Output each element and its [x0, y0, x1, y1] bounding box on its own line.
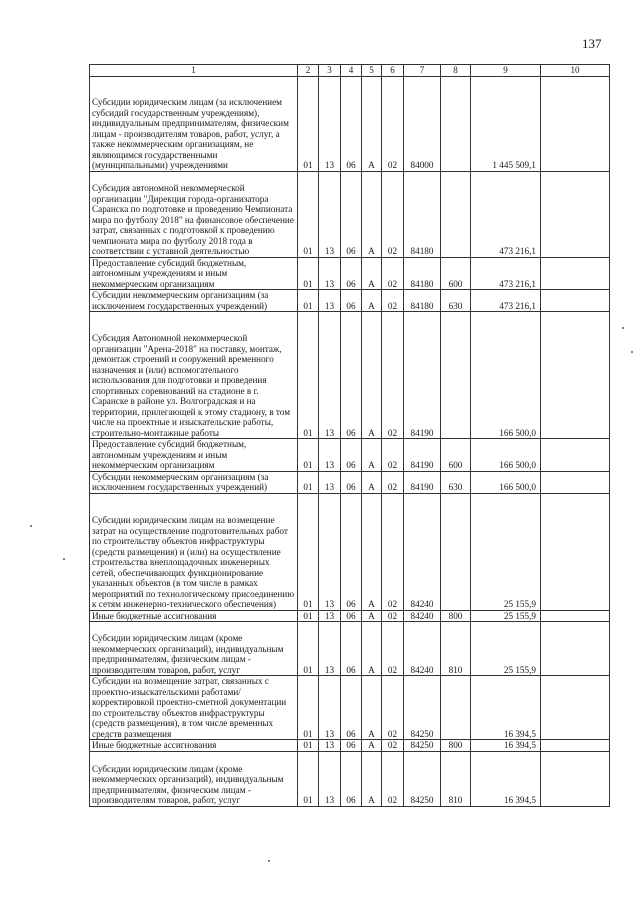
row-col-10: [541, 622, 610, 676]
row-name: Предоставление субсидий бюджетным, автономным учреждениям и иным некоммерческим организациям: [90, 439, 298, 472]
row-program-code: 06: [341, 257, 362, 290]
row-subprogram: 02: [382, 751, 404, 806]
row-name: Субсидии на возмещение затрат, связанных с проектно-изыскательскими работами/корректировкой проектно-сметной документации по строительству объектов инфраструктуры (средств размещения), в том числе временных средств размещения: [90, 676, 298, 740]
row-subprogram: 02: [382, 622, 404, 676]
row-target-article: 84240: [404, 493, 441, 610]
row-subprogram: 02: [382, 312, 404, 439]
row-subsection: 13: [319, 312, 341, 439]
row-target-article: 84240: [404, 610, 441, 622]
row-subprogram: 02: [382, 171, 404, 257]
row-section: 01: [298, 312, 319, 439]
row-amount: 25 155,9: [471, 622, 541, 676]
row-amount: 166 500,0: [471, 471, 541, 493]
table-row: [90, 290, 610, 312]
row-subprogram: 02: [382, 610, 404, 622]
row-subsection: 13: [319, 622, 341, 676]
header-col-5: 5: [362, 65, 382, 77]
row-amount: 1 445 509,1: [471, 76, 541, 171]
row-name: Субсидия Автономной некоммерческой организации "Арена-2018" на поставку, монтаж, демонтаж строений и сооружений временного назначения и (или) вспомогательного использования для подготовки и проведения спортивных соревнований на стадионе в г. Саранске в районе ул. Волгоградская и на территории, прилегающей к этому стадиону, в том числе на проектные и изыскательские работы, строительно-монтажные работы: [90, 312, 298, 439]
row-program-letter: А: [362, 171, 382, 257]
row-amount: 25 155,9: [471, 493, 541, 610]
row-program-letter: А: [362, 751, 382, 806]
row-amount: 16 394,5: [471, 751, 541, 806]
row-subsection: 13: [319, 493, 341, 610]
row-col-10: [541, 257, 610, 290]
row-col-10: [541, 610, 610, 622]
row-expense-type: 630: [441, 290, 471, 312]
table-header: [90, 65, 610, 77]
row-subsection: 13: [319, 257, 341, 290]
row-name: Субсидии юридическим лицам (за исключением субсидий государственным учреждениям), индивидуальным предпринимателям, физическим лицам - производителям товаров, работ, услуг, а также некоммерческим организациям, не являющимся государственными (муниципальными) учреждениями: [90, 76, 298, 171]
row-amount: 16 394,5: [471, 740, 541, 752]
row-amount: 473 216,1: [471, 257, 541, 290]
header-col-7: 7: [404, 65, 441, 77]
row-section: 01: [298, 290, 319, 312]
header-col-2: 2: [298, 65, 319, 77]
row-col-10: [541, 312, 610, 439]
row-name: Предоставление субсидий бюджетным, автономным учреждениям и иным некоммерческим организациям: [90, 257, 298, 290]
row-section: 01: [298, 257, 319, 290]
row-subsection: 13: [319, 751, 341, 806]
row-amount: 166 500,0: [471, 312, 541, 439]
row-subsection: 13: [319, 439, 341, 472]
row-target-article: 84180: [404, 171, 441, 257]
scan-speck: [63, 558, 65, 560]
row-section: 01: [298, 622, 319, 676]
row-name: Иные бюджетные ассигнования: [90, 610, 298, 622]
row-program-letter: А: [362, 622, 382, 676]
row-target-article: 84240: [404, 622, 441, 676]
table-row: [90, 471, 610, 493]
row-subsection: 13: [319, 610, 341, 622]
row-program-letter: А: [362, 493, 382, 610]
scan-speck: [622, 327, 624, 329]
row-expense-type: [441, 76, 471, 171]
row-section: 01: [298, 740, 319, 752]
header-col-8: 8: [441, 65, 471, 77]
row-name: Иные бюджетные ассигнования: [90, 740, 298, 752]
row-subprogram: 02: [382, 676, 404, 740]
row-section: 01: [298, 76, 319, 171]
row-section: 01: [298, 751, 319, 806]
row-col-10: [541, 751, 610, 806]
row-name: Субсидии некоммерческим организациям (за исключением государственных учреждений): [90, 290, 298, 312]
row-subsection: 13: [319, 676, 341, 740]
header-col-3: 3: [319, 65, 341, 77]
header-col-10: 10: [541, 65, 610, 77]
row-expense-type: 810: [441, 622, 471, 676]
table-row: [90, 740, 610, 752]
row-program-code: 06: [341, 171, 362, 257]
header-col-6: 6: [382, 65, 404, 77]
row-program-code: 06: [341, 471, 362, 493]
table-row: [90, 493, 610, 610]
row-name: Субсидия автономной некоммерческой организации "Дирекция города-организатора Саранска по подготовке и проведению Чемпионата мира по футболу 2018" на финансовое обеспечение затрат, связанных с подготовкой к проведению чемпионата мира по футболу 2018 года в соответствии с уставной деятельностью: [90, 171, 298, 257]
row-expense-type: [441, 493, 471, 610]
row-subsection: 13: [319, 171, 341, 257]
row-subprogram: 02: [382, 439, 404, 472]
table-row: [90, 257, 610, 290]
row-target-article: 84190: [404, 312, 441, 439]
row-program-letter: А: [362, 610, 382, 622]
row-target-article: 84250: [404, 740, 441, 752]
row-program-letter: А: [362, 740, 382, 752]
row-expense-type: 600: [441, 257, 471, 290]
row-col-10: [541, 740, 610, 752]
scan-speck: [30, 525, 32, 527]
row-subprogram: 02: [382, 740, 404, 752]
row-target-article: 84250: [404, 676, 441, 740]
row-expense-type: 810: [441, 751, 471, 806]
row-program-code: 06: [341, 290, 362, 312]
row-amount: 25 155,9: [471, 610, 541, 622]
row-program-code: 06: [341, 312, 362, 439]
row-amount: 473 216,1: [471, 171, 541, 257]
row-subsection: 13: [319, 471, 341, 493]
header-col-1: 1: [90, 65, 298, 77]
row-expense-type: 630: [441, 471, 471, 493]
row-section: 01: [298, 610, 319, 622]
header-col-4: 4: [341, 65, 362, 77]
row-subsection: 13: [319, 76, 341, 171]
row-section: 01: [298, 676, 319, 740]
row-name: Субсидии юридическим лицам на возмещение затрат на осуществление подготовительных работ по строительству объектов инфраструктуры (средств размещения) и (или) на осуществление строительства внеплощадочных инженерных сетей, обеспечивающих функционирование указанных объектов (в том числе в рамках мероприятий по технологическому присоединению к сетям инженерно-технического обеспечения): [90, 493, 298, 610]
table-row: [90, 610, 610, 622]
row-expense-type: [441, 171, 471, 257]
table-body: [90, 76, 610, 806]
row-subprogram: 02: [382, 493, 404, 610]
row-col-10: [541, 439, 610, 472]
row-section: 01: [298, 171, 319, 257]
row-target-article: 84250: [404, 751, 441, 806]
table-row: [90, 439, 610, 472]
row-program-code: 06: [341, 610, 362, 622]
row-subsection: 13: [319, 740, 341, 752]
row-expense-type: [441, 676, 471, 740]
row-amount: 16 394,5: [471, 676, 541, 740]
scan-speck: [268, 860, 270, 862]
row-program-code: 06: [341, 622, 362, 676]
row-subprogram: 02: [382, 257, 404, 290]
row-program-letter: А: [362, 439, 382, 472]
row-expense-type: 600: [441, 439, 471, 472]
row-program-letter: А: [362, 676, 382, 740]
row-target-article: 84180: [404, 290, 441, 312]
row-col-10: [541, 676, 610, 740]
row-name: Субсидии юридическим лицам (кроме некоммерческих организаций), индивидуальным предпринимателям, физическим лицам - производителям товаров, работ, услуг: [90, 622, 298, 676]
row-expense-type: 800: [441, 740, 471, 752]
table-row: [90, 676, 610, 740]
row-col-10: [541, 76, 610, 171]
row-section: 01: [298, 493, 319, 610]
row-target-article: 84190: [404, 471, 441, 493]
row-section: 01: [298, 439, 319, 472]
row-program-letter: А: [362, 471, 382, 493]
row-program-code: 06: [341, 740, 362, 752]
row-program-letter: А: [362, 257, 382, 290]
row-target-article: 84190: [404, 439, 441, 472]
row-amount: 473 216,1: [471, 290, 541, 312]
row-col-10: [541, 171, 610, 257]
row-program-letter: А: [362, 312, 382, 439]
row-program-code: 06: [341, 493, 362, 610]
row-subprogram: 02: [382, 290, 404, 312]
header-col-9: 9: [471, 65, 541, 77]
row-section: 01: [298, 471, 319, 493]
row-program-code: 06: [341, 76, 362, 171]
table-row: [90, 312, 610, 439]
row-program-code: 06: [341, 751, 362, 806]
row-program-letter: А: [362, 76, 382, 171]
row-program-code: 06: [341, 439, 362, 472]
row-col-10: [541, 493, 610, 610]
row-program-letter: А: [362, 290, 382, 312]
table-row: [90, 171, 610, 257]
row-name: Субсидии юридическим лицам (кроме некоммерческих организаций), индивидуальным предпринимателям, физическим лицам - производителям товаров, работ, услуг: [90, 751, 298, 806]
budget-table: [89, 64, 610, 807]
row-expense-type: 800: [441, 610, 471, 622]
row-target-article: 84180: [404, 257, 441, 290]
table-row: [90, 76, 610, 171]
table-row: [90, 751, 610, 806]
row-subsection: 13: [319, 290, 341, 312]
row-subprogram: 02: [382, 76, 404, 171]
row-target-article: 84000: [404, 76, 441, 171]
row-col-10: [541, 290, 610, 312]
row-amount: 166 500,0: [471, 439, 541, 472]
header-row: [90, 65, 610, 77]
row-name: Субсидии некоммерческим организациям (за исключением государственных учреждений): [90, 471, 298, 493]
row-subprogram: 02: [382, 471, 404, 493]
row-program-code: 06: [341, 676, 362, 740]
page-number: 137: [582, 36, 602, 51]
table-row: [90, 622, 610, 676]
scan-speck: [631, 351, 633, 353]
row-expense-type: [441, 312, 471, 439]
row-col-10: [541, 471, 610, 493]
